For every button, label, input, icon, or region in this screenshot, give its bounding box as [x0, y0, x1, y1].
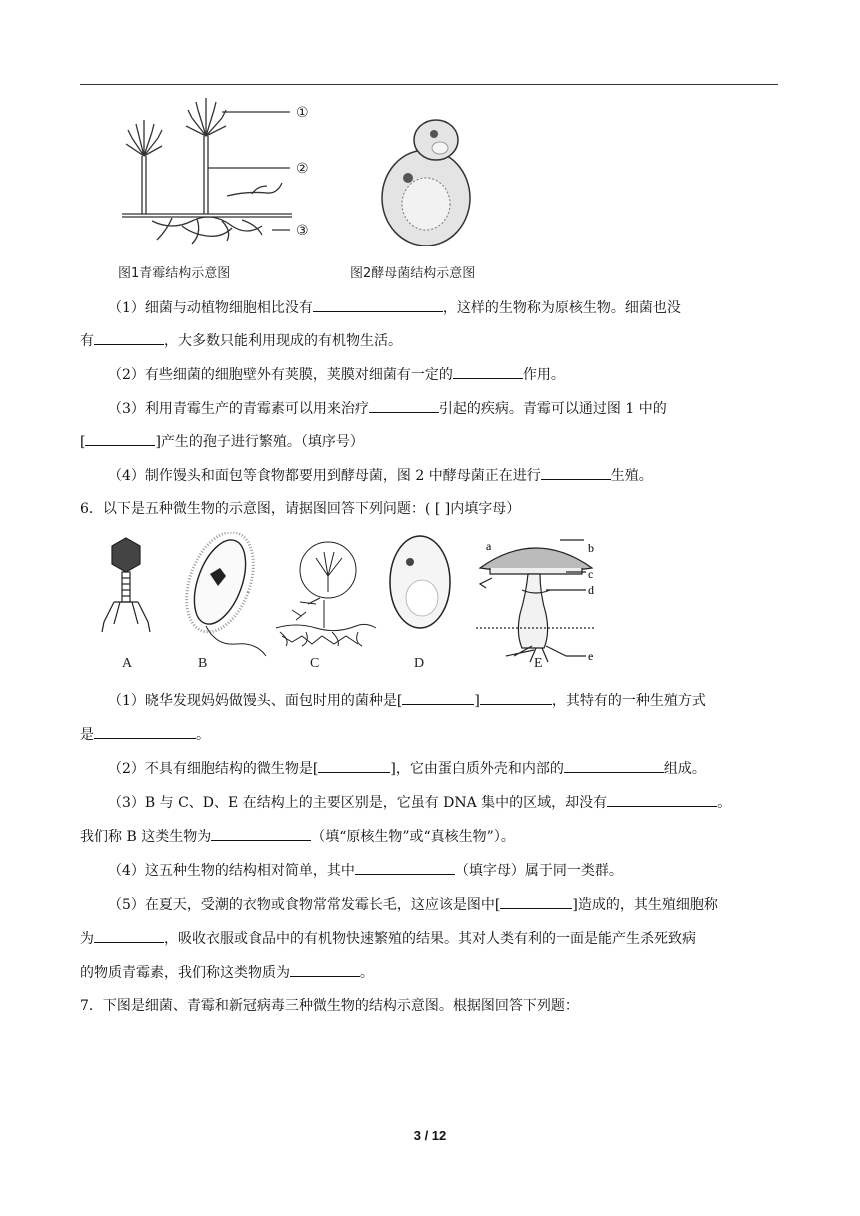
q5-item-4: （4）制作馒头和面包等食物都要用到酵母菌，图 2 中酵母菌正在进行 生殖。: [108, 465, 808, 486]
mushroom-label-e: e: [588, 649, 594, 663]
virus-drawing: [102, 538, 150, 632]
figure-2-caption: 图2酵母菌结构示意图: [350, 266, 476, 281]
q6-blank-2[interactable]: [480, 690, 552, 705]
header-rule: [80, 84, 778, 85]
q6-item-2: （2）不具有细胞结构的微生物是[ ]，它由蛋白质外壳和内部的 组成。: [108, 758, 808, 779]
penicillium-figure: [112, 96, 322, 256]
figure-1-caption: 图1青霉结构示意图: [118, 266, 231, 281]
q5-item-3b: [ ]产生的孢子进行繁殖。（填序号）: [80, 431, 780, 452]
q6-blank-11[interactable]: [290, 962, 360, 977]
q6-item-1a: （1）晓华发现妈妈做馒头、面包时用的菌种是[ ] ，其特有的一种生殖方式: [108, 690, 808, 711]
q6-blank-3[interactable]: [94, 724, 196, 739]
mushroom-label-b: b: [588, 541, 594, 555]
q7-stem: 7．下图是细菌、青霉和新冠病毒三种微生物的结构示意图。根据图回答下列题：: [80, 998, 579, 1014]
mushroom-drawing: [476, 540, 596, 662]
q6-blank-1[interactable]: [402, 690, 474, 705]
callout-2: ②: [296, 161, 309, 177]
q6-item-5a: （5）在夏天，受潮的衣物或食物常常发霉长毛，这应该是图中[ ]造成的，其生殖细胞称: [108, 894, 808, 915]
q6-blank-7[interactable]: [211, 826, 311, 841]
label-E: E: [534, 656, 543, 671]
q5-blank-2[interactable]: [94, 330, 164, 345]
callout-1: ①: [296, 105, 309, 121]
q6-item-5b: 为 ，吸收衣服或食品中的有机物快速繁殖的结果。其对人类有利的一面是能产生杀死致病: [80, 928, 780, 949]
label-C: C: [310, 656, 320, 671]
q6-blank-6[interactable]: [607, 792, 717, 807]
yeast-drawing: [390, 536, 450, 628]
q6-item-3b: 我们称 B 这类生物为 （填“原核生物”或“真核生物”）。: [80, 826, 780, 847]
mushroom-label-c: c: [588, 567, 594, 581]
label-D: D: [414, 656, 425, 671]
penicillium-drawing: [276, 542, 376, 646]
q6-item-5c: 的物质青霉素，我们称这类物质为 。: [80, 962, 780, 983]
q6-blank-10[interactable]: [94, 928, 164, 943]
mushroom-label-d: d: [588, 583, 594, 597]
bacterium-drawing: [174, 532, 266, 656]
q5-blank-3[interactable]: [453, 364, 523, 379]
label-A: A: [122, 656, 133, 671]
q6-blank-4[interactable]: [318, 758, 390, 773]
q6-blank-8[interactable]: [355, 860, 455, 875]
yeast-figure: [372, 118, 482, 246]
q5-blank-4[interactable]: [369, 398, 439, 413]
mushroom-label-a: a: [486, 539, 492, 553]
q5-blank-5[interactable]: [85, 431, 155, 446]
q6-item-4: （4）这五种生物的结构相对简单，其中 （填字母）属于同一类群。: [108, 860, 808, 881]
q5-item-2: （2）有些细菌的细胞壁外有荚膜，荚膜对细菌有一定的 作用。: [108, 364, 808, 385]
q6-blank-5[interactable]: [564, 758, 664, 773]
page-number: 3 / 12: [413, 1128, 447, 1143]
q6-stem: 6．以下是五种微生物的示意图，请据图回答下列问题：( [ ]内填字母）: [80, 501, 521, 517]
q5-blank-6[interactable]: [541, 465, 611, 480]
q6-item-1b: 是 。: [80, 724, 780, 745]
label-B: B: [198, 656, 208, 671]
q6-blank-9[interactable]: [500, 894, 572, 909]
q5-item-3a: （3）利用青霉生产的青霉素可以用来治疗 引起的疾病。青霉可以通过图 1 中的: [108, 398, 808, 419]
q5-item-1a: （1）细菌与动植物细胞相比没有 ，这样的生物称为原核生物。细菌也没: [108, 297, 808, 318]
callout-3: ③: [296, 223, 309, 239]
q5-blank-1[interactable]: [313, 297, 443, 312]
q5-item-1b: 有 ，大多数只能利用现成的有机物生活。: [80, 330, 780, 351]
q6-item-3a: （3）B 与 C、D、E 在结构上的主要区别是，它虽有 DNA 集中的区域，却没有 。: [108, 792, 808, 813]
